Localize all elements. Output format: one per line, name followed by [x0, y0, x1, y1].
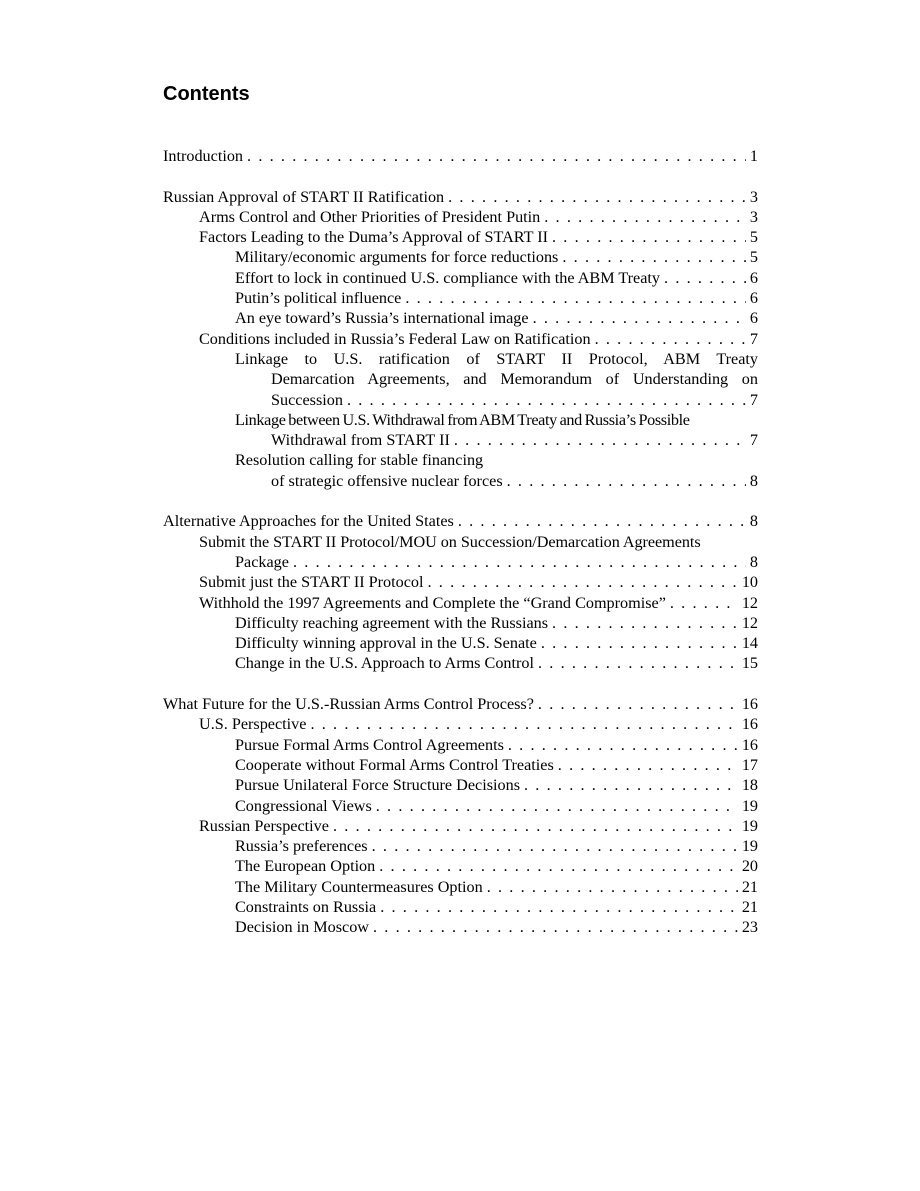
toc-entry-title: Pursue Formal Arms Control Agreements [235, 735, 504, 754]
toc-entry-us-perspective[interactable] [163, 714, 758, 734]
dot-leader [533, 308, 746, 328]
toc-entry-title: Arms Control and Other Priorities of President Putin [199, 207, 541, 226]
table-of-contents [163, 146, 758, 938]
toc-entry-arms-control-priorities[interactable] [163, 207, 758, 227]
toc-entry-title: Submit just the START II Protocol [199, 573, 424, 592]
toc-entry-military-economic[interactable] [163, 247, 758, 267]
toc-page-number: 7 [749, 431, 758, 450]
dot-leader [379, 856, 738, 876]
toc-entry-russia-preferences[interactable] [163, 836, 758, 856]
toc-page-number: 5 [749, 228, 758, 247]
toc-entry-line [163, 430, 758, 450]
toc-page-number: 12 [741, 613, 758, 632]
toc-entry-cooperate-without-treaties[interactable] [163, 755, 758, 775]
toc-page-number: 16 [741, 695, 758, 714]
dot-leader [670, 593, 738, 613]
toc-entry-title: Alternative Approaches for the United States [163, 512, 454, 531]
toc-page-number: 18 [741, 776, 758, 795]
toc-entry-title: Introduction [163, 147, 244, 165]
toc-entry-title: Cooperate without Formal Arms Control Treaties [235, 755, 554, 774]
toc-page-number: 5 [749, 248, 758, 267]
toc-entry-alternative-approaches[interactable] [163, 511, 758, 531]
toc-entry-duma-factors[interactable] [163, 227, 758, 247]
dot-leader [558, 755, 738, 775]
toc-entry-title: Difficulty reaching agreement with the Russians [235, 613, 549, 632]
dot-leader [538, 694, 738, 714]
toc-entry-line [163, 349, 758, 369]
toc-entry-line [163, 532, 758, 552]
dot-leader [552, 227, 746, 247]
toc-page-number: 3 [749, 207, 758, 226]
dot-leader [310, 714, 737, 734]
dot-leader [562, 247, 746, 267]
toc-page-number: 10 [741, 573, 758, 592]
toc-entry-submit-package[interactable] [163, 532, 758, 573]
toc-page-number: 15 [741, 654, 758, 673]
dot-leader [458, 511, 746, 531]
toc-entry-line [163, 410, 758, 430]
toc-entry-title: Change in the U.S. Approach to Arms Control [235, 654, 534, 673]
toc-page-number: 8 [749, 552, 758, 571]
toc-entry-what-future[interactable] [163, 694, 758, 714]
toc-page-number: 19 [741, 796, 758, 815]
toc-entry-european-option[interactable] [163, 856, 758, 876]
toc-entry-change-approach[interactable] [163, 653, 758, 673]
toc-entry-russian-perspective[interactable] [163, 816, 758, 836]
dot-leader [538, 653, 738, 673]
toc-page-number: 21 [741, 897, 758, 916]
toc-page-number: 23 [741, 918, 758, 937]
toc-page-number: 12 [741, 593, 758, 612]
dot-leader [448, 187, 746, 207]
toc-entry-title: The European Option [235, 857, 376, 876]
toc-page-number: 8 [749, 471, 758, 490]
toc-page-number: 20 [741, 857, 758, 876]
dot-leader [508, 735, 738, 755]
toc-page-number: 1 [749, 147, 758, 165]
toc-entry-withhold-agreements[interactable] [163, 593, 758, 613]
toc-page-number: 19 [741, 816, 758, 835]
toc-entry-federal-law-conditions[interactable] [163, 329, 758, 349]
toc-entry-title: Linkage to U.S. ratification of START II Protocol, ABM Treaty [235, 349, 758, 368]
toc-entry-title-line1: Submit the START II Protocol/MOU on Succession/Demarcation Agreements [199, 532, 701, 551]
dot-leader [372, 836, 738, 856]
dot-leader [487, 877, 738, 897]
dot-leader [405, 288, 746, 308]
toc-entry-russian-approval[interactable] [163, 187, 758, 207]
dot-leader [544, 207, 746, 227]
toc-entry-title: Russian Perspective [199, 816, 329, 835]
toc-entry-title-line1: Linkage between U.S. Withdrawal from ABM Treaty and Russia’s Possible [235, 410, 690, 429]
toc-entry-linkage-withdrawal[interactable] [163, 410, 758, 451]
toc-entry-title-line2: Withdrawal from START II [271, 431, 450, 450]
toc-entry-line [163, 552, 758, 572]
toc-entry-title: Putin’s political influence [235, 289, 402, 308]
toc-entry-title: Constraints on Russia [235, 897, 377, 916]
toc-entry-formal-agreements[interactable] [163, 735, 758, 755]
dot-leader [347, 390, 746, 410]
toc-page-number: 21 [741, 877, 758, 896]
toc-entry-military-countermeasures[interactable] [163, 877, 758, 897]
toc-entry-unilateral-decisions[interactable] [163, 775, 758, 795]
toc-entry-title: Decision in Moscow [235, 918, 369, 937]
toc-entry-resolution-financing[interactable] [163, 450, 758, 491]
toc-entry-decision-moscow[interactable] [163, 917, 758, 937]
toc-entry-linkage-ratification[interactable] [163, 349, 758, 410]
dot-leader [373, 917, 738, 937]
toc-entry-title: What Future for the U.S.-Russian Arms Control Process? [163, 695, 534, 714]
toc-entry-line [163, 390, 758, 410]
toc-page-number: 6 [749, 289, 758, 308]
toc-entry-congressional-views[interactable] [163, 796, 758, 816]
toc-page-number: 6 [749, 268, 758, 287]
toc-entry-title: Effort to lock in continued U.S. compliance with the ABM Treaty [235, 268, 661, 287]
toc-entry-submit-protocol[interactable] [163, 572, 758, 592]
toc-entry-title: Difficulty winning approval in the U.S. Senate [235, 634, 537, 653]
toc-entry-title: Military/economic arguments for force reductions [235, 248, 559, 267]
toc-page-number: 16 [741, 735, 758, 754]
dot-leader [507, 471, 746, 491]
toc-entry-line [163, 471, 758, 491]
dot-leader [333, 816, 738, 836]
toc-entry-abm-compliance[interactable] [163, 268, 758, 288]
toc-entry-title: Withhold the 1997 Agreements and Complete the “Grand Compromise” [199, 593, 666, 612]
toc-entry-constraints-russia[interactable] [163, 897, 758, 917]
dot-leader [428, 572, 738, 592]
toc-entry-introduction[interactable] [163, 146, 758, 166]
toc-page-number: 16 [741, 715, 758, 734]
toc-entry-difficulty-russians[interactable] [163, 613, 758, 633]
toc-entry-title: Conditions included in Russia’s Federal Law on Ratification [199, 329, 591, 348]
dot-leader [293, 552, 746, 572]
toc-entry-title: U.S. Perspective [199, 715, 307, 734]
toc-page-number: 7 [749, 329, 758, 348]
toc-entry-title-line2: of strategic offensive nuclear forces [271, 471, 503, 490]
toc-entry-title: Russia’s preferences [235, 837, 368, 856]
toc-entry-line [163, 369, 758, 389]
dot-leader [541, 633, 738, 653]
toc-entry-title: Pursue Unilateral Force Structure Decisions [235, 776, 521, 795]
toc-page-number: 8 [749, 512, 758, 531]
toc-page-number: 14 [741, 634, 758, 653]
toc-entry-title-line1: Resolution calling for stable financing [235, 451, 484, 470]
dot-leader [376, 796, 738, 816]
toc-entry-putin-influence[interactable] [163, 288, 758, 308]
toc-page-number: 19 [741, 837, 758, 856]
toc-page-number: 7 [749, 390, 758, 409]
dot-leader [595, 329, 746, 349]
toc-entry-line [163, 450, 758, 470]
page-title: Contents [163, 83, 250, 105]
dot-leader [247, 146, 746, 166]
toc-entry-title-line2: Demarcation Agreements, and Memorandum of Understanding on [271, 370, 758, 389]
toc-entry-title-line2: Package [235, 552, 289, 571]
dot-leader [524, 775, 738, 795]
toc-entry-title: An eye toward’s Russia’s international image [235, 309, 529, 328]
toc-entry-international-image[interactable] [163, 308, 758, 328]
toc-entry-title-line1 [235, 349, 758, 369]
toc-entry-difficulty-senate[interactable] [163, 633, 758, 653]
dot-leader [664, 268, 746, 288]
toc-page-number: 6 [749, 309, 758, 328]
toc-entry-title: Factors Leading to the Duma’s Approval of START II [199, 228, 549, 247]
toc-entry-title: Russian Approval of START II Ratification [163, 187, 445, 206]
toc-entry-title-line3: Succession [271, 390, 343, 409]
dot-leader [552, 613, 738, 633]
toc-entry-title: Congressional Views [235, 796, 372, 815]
toc-page-number: 3 [749, 187, 758, 206]
toc-entry-title: The Military Countermeasures Option [235, 877, 483, 896]
toc-page-number: 17 [741, 755, 758, 774]
dot-leader [454, 430, 746, 450]
dot-leader [380, 897, 738, 917]
